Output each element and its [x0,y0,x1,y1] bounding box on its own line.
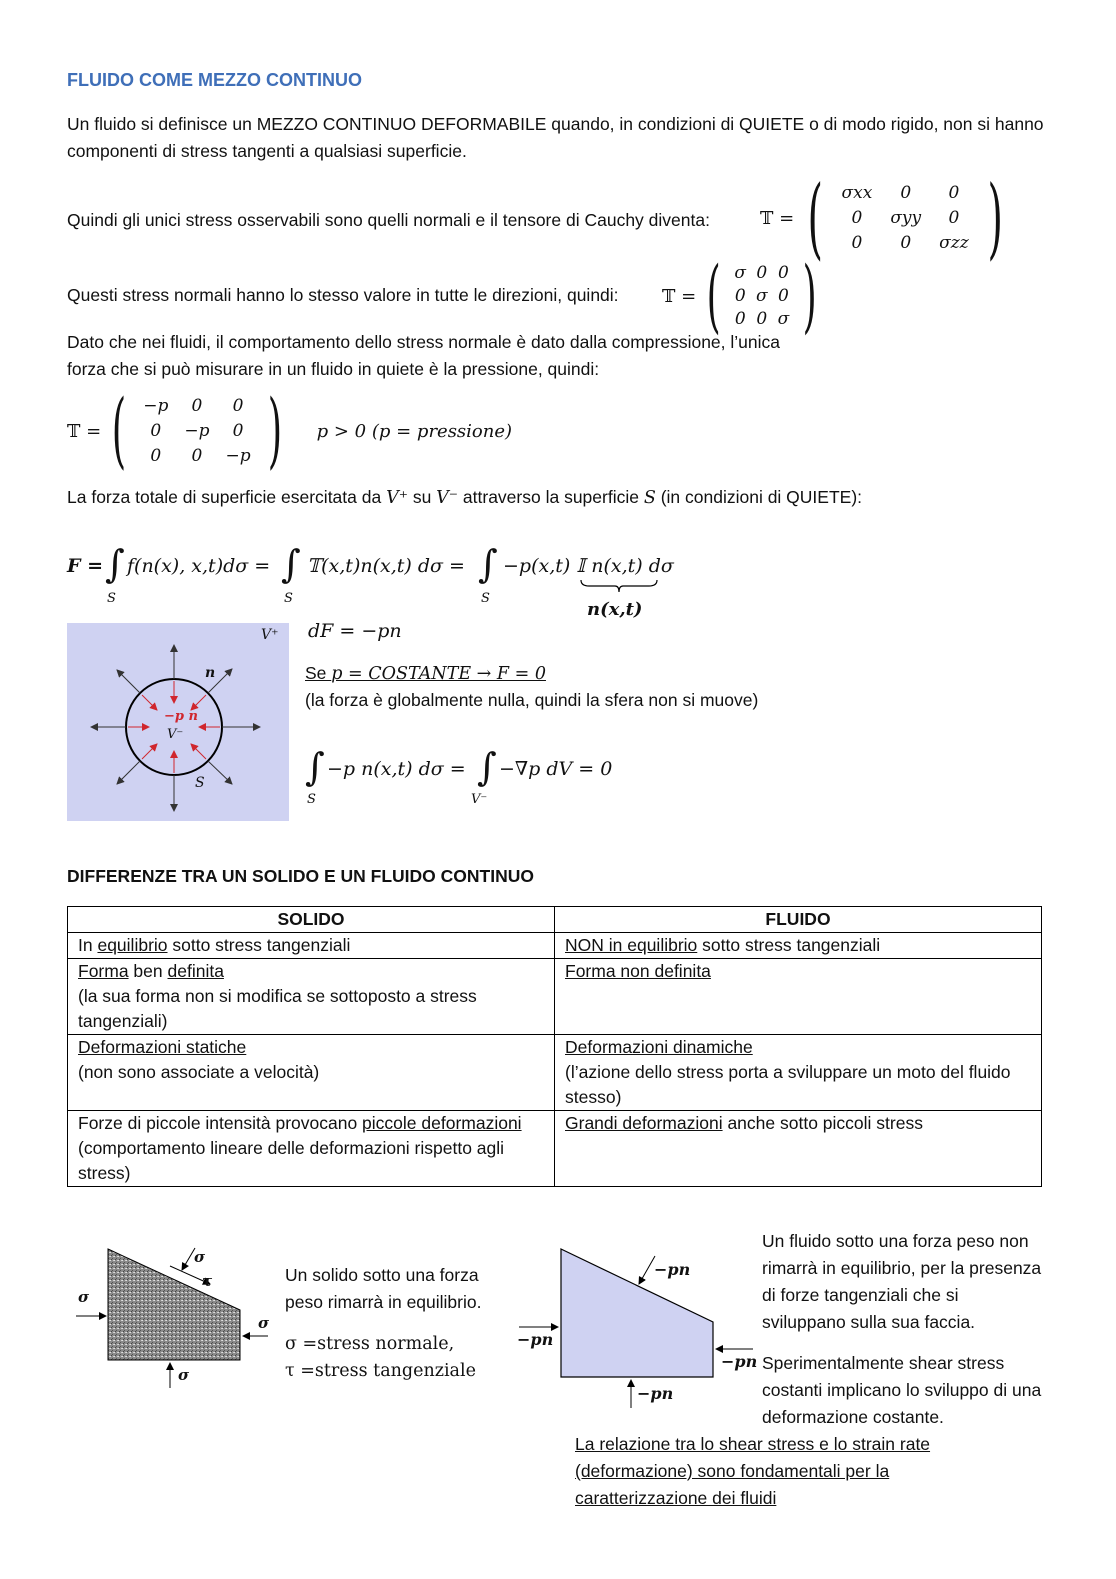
matrix-cell: −p [143,396,169,416]
label-n: n [205,665,216,681]
table-row [68,959,1042,1035]
matrix-cell: 0 [851,208,863,228]
tensor-symbol: 𝕋 = [760,207,795,229]
header-fluido: FLUIDO [555,907,1042,933]
header-solido: SOLIDO [68,907,555,933]
text-fragment: su [407,487,437,507]
matrix-cell: 0 [900,233,912,253]
integral-sign: ∫ [478,542,498,586]
matrix-cell: 0 [948,183,960,203]
integral-subscript: S [307,792,316,807]
matrix-cell: 0 [734,286,746,306]
cell-solido: In equilibrio sotto stress tangenziali [68,933,555,959]
df-equation: dF = −pn [308,620,402,642]
eq-right: −∇p dV = 0 [499,758,613,780]
cell-solido: Forma ben definita (la sua forma non si modifica se sottoposto a stress tangenziali) [68,959,555,1035]
tensor-symbol: 𝕋 = [67,420,102,442]
text-fragment: attraverso la superficie [458,487,644,507]
se-math: p = COSTANTE → F = 0 [331,664,546,684]
eq-term1: f(n(x), x,t)dσ = [127,555,271,577]
cell-fluido: Deformazioni dinamiche (l’azione dello stress porta a sviluppare un moto del fluido stesso) [555,1035,1042,1111]
label-vminus: V⁻ [167,727,184,742]
compression-paragraph: Dato che nei fluidi, il comportamento dello stress normale è dato dalla compressione, l’unica forza che si può misurare in un fluido in quiete è la pressione, quindi: [67,332,781,379]
label-pn-bottom: −pn [637,1384,674,1403]
cell-solido: Deformazioni statiche (non sono associate a velocità) [68,1035,555,1111]
cauchy-text: Quindi gli unici stress osservabili sono quelli normali e il tensore di Cauchy diventa: [67,210,710,230]
math-vminus: V⁻ [436,488,459,508]
eq-left: −p n(x,t) dσ = [327,758,466,780]
label-vplus: V⁺ [261,627,279,643]
math-vplus: V⁺ [386,488,408,508]
pressure-equation [67,383,513,478]
label-sigma-left: σ [78,1288,90,1306]
matrix-cell: 0 [232,421,244,441]
isotropic-text: Questi stress normali hanno lo stesso valore in tutte le direzioni, quindi: [67,285,619,305]
force-null-note: (la forza è globalmente nulla, quindi la sfera non si muove) [305,690,759,710]
matrix-cell: 0 [778,263,789,283]
integral-subscript: S [107,591,116,606]
solid-diagram [70,1240,280,1395]
paren-right: ) [802,249,817,342]
matrix-cell: 0 [851,233,863,253]
integral-sign: ∫ [105,542,125,586]
sphere-figure [67,623,289,821]
paren-left: ( [706,249,721,342]
solid-def-tau: τ =stress tangenziale [285,1361,476,1381]
force-sentence [67,484,862,512]
integral-subscript: S [481,591,490,606]
math-s: S [643,488,656,508]
matrix-cell: 0 [150,421,162,441]
fluid-text-1: Un fluido sotto una forza peso non rimarrà in equilibrio, per la presenza di forze tangenziali che si sviluppano sulla sua faccia. [762,1231,1042,1332]
paren-left: ( [112,383,127,478]
matrix-cell: 0 [756,309,768,329]
divergence-equation [305,745,625,814]
matrix-cell: σxx [841,183,873,203]
constant-pressure-line [305,660,546,688]
isotropic-equation [662,249,825,342]
se-label: Se [305,663,332,683]
table-row [68,1111,1042,1187]
fluid-text-2: Sperimentalmente shear stress costanti implicano lo sviluppo di una deformazione costante. [762,1353,1042,1427]
section2-title: DIFFERENZE TRA UN SOLIDO E UN FLUIDO CONTINUO [67,866,534,886]
comparison-table [67,906,1042,1187]
label-pn-right: −pn [721,1352,758,1371]
matrix-cell: σ [734,263,747,283]
table-header-row [68,907,1042,933]
solid-text: Un solido sotto una forza peso rimarrà in equilibrio. [285,1265,482,1312]
label-sigma-top: σ [194,1248,206,1266]
brace-label: n(x,t) [587,599,643,620]
integral-subscript: V⁻ [471,792,488,807]
section-title: FLUIDO COME MEZZO CONTINUO [67,70,362,90]
fluid-text-3: La relazione tra lo shear stress e lo strain rate (deformazione) sono fondamentali per la caratterizzazione dei fluidi [575,1434,931,1508]
matrix-cell: 0 [948,208,960,228]
cell-fluido: NON in equilibrio sotto stress tangenziali [555,933,1042,959]
matrix-cell: −p [184,421,210,441]
label-tau: τ [202,1272,213,1290]
label-pn-top: −pn [654,1260,691,1279]
matrix-cell: 0 [150,446,162,466]
matrix-cauchy [833,181,978,256]
matrix-cell: −p [225,446,251,466]
label-pn-left: −pn [517,1330,554,1349]
table-row [68,933,1042,959]
matrix-pressure [135,394,258,469]
eq-term2: 𝕋(x,t)n(x,t) dσ = [307,555,465,577]
text-fragment: La forza totale di superficie esercitata da [67,487,387,507]
matrix-cell: 0 [756,263,768,283]
matrix-cell: 0 [191,396,203,416]
tensor-symbol: 𝕋 = [662,285,697,307]
paren-right: ) [267,383,282,478]
matrix-cell: σ [756,286,768,306]
solid-def-sigma: σ =stress normale, [285,1334,455,1354]
integral-sign: ∫ [281,542,301,586]
matrix-cell: 0 [734,309,746,329]
cell-fluido: Grandi deformazioni anche sotto piccoli stress [555,1111,1042,1187]
cauchy-equation [760,166,1012,269]
fluid-figure [515,1240,765,1415]
text-fragment: (in condizioni di QUIETE): [655,487,863,507]
eq-term3: −p(x,t) 𝕀 n(x,t) dσ [503,555,674,577]
matrix-cell: 0 [232,396,244,416]
matrix-cell: 0 [900,183,912,203]
intro-paragraph: Un fluido si definisce un MEZZO CONTINUO DEFORMABILE quando, in condizioni di QUIETE o di modo rigido, non si hanno componenti di stress tangenti a qualsiasi superficie. [67,114,1044,161]
integral-subscript: S [284,591,293,606]
integral-sign: ∫ [305,745,325,789]
matrix-cell: 0 [191,446,203,466]
matrix-cell: σyy [890,208,922,228]
matrix-cell: 0 [778,286,789,306]
paren-left: ( [807,166,824,269]
label-sigma-bottom: σ [178,1366,190,1384]
force-integral-equation [67,542,767,625]
matrix-cell: σzz [939,233,969,253]
pressure-condition: p > 0 (p = pressione) [316,420,513,442]
cell-solido: Forze di piccole intensità provocano piccole deformazioni (comportamento lineare delle deformazioni rispetto agli stress) [68,1111,555,1187]
paren-right: ) [987,166,1003,269]
integral-sign: ∫ [477,745,497,789]
solid-figure [70,1240,280,1395]
label-s: S [195,775,205,791]
underbrace [579,578,659,594]
label-sigma-right: σ [258,1314,270,1332]
matrix-cell: σ [777,309,790,329]
eq-lhs: F = [67,555,104,577]
cell-fluido: Forma non definita [555,959,1042,1035]
matrix-sigma [729,262,794,331]
table-row [68,1035,1042,1111]
label-minus-pn: −p n [164,709,198,724]
